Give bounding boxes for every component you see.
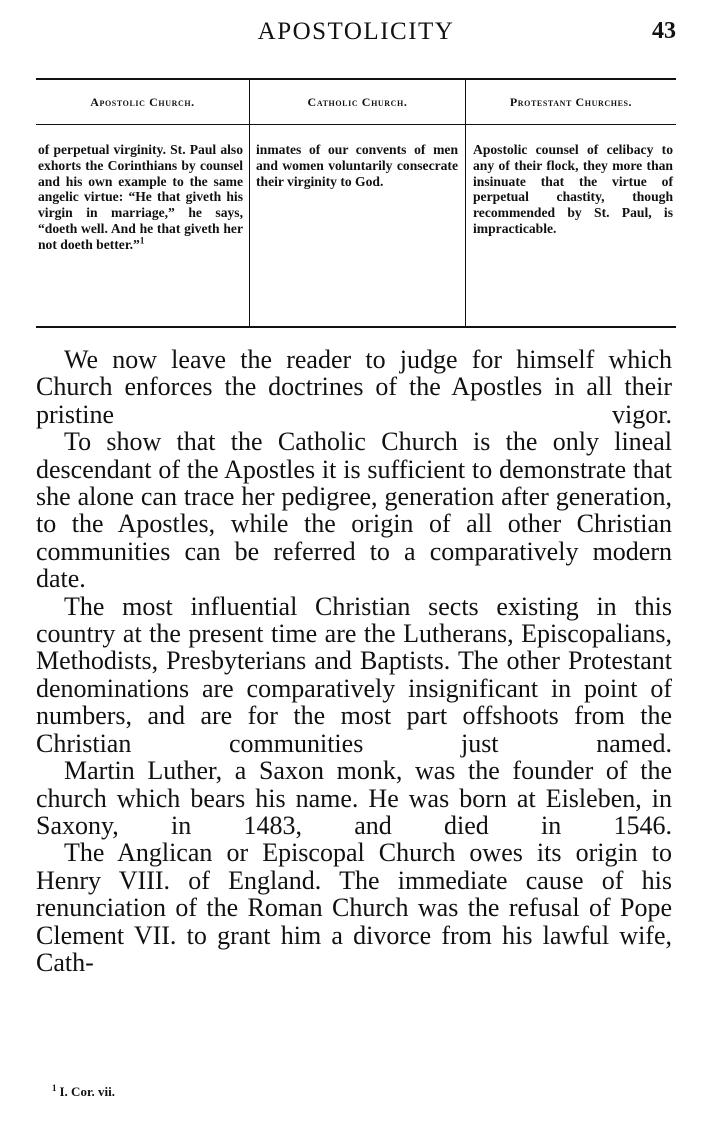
cell-apostolic-text: of perpetual virginity. St. Paul also exhorts the Corinthians by counsel and his own example to the same angelic virtue: “He that giveth his virgin in marriage,” he says, “doeth well. And he that giveth her not doeth better.”	[38, 142, 243, 252]
running-head	[36, 18, 676, 50]
footnote-text: I. Cor. vii.	[59, 1084, 115, 1099]
footnote-mark: 1	[52, 1082, 57, 1093]
table-body	[36, 142, 676, 326]
footnote	[52, 1084, 115, 1100]
column-header-protestant: Protestant Churches.	[509, 95, 633, 109]
body-text	[36, 346, 672, 976]
column-header-apostolic: Apostolic Church.	[90, 95, 195, 109]
column-header-catholic: Catholic Church.	[307, 95, 408, 109]
cell-catholic: inmates of our convents of men and women voluntarily consecrate their virginity to God.	[256, 142, 458, 189]
footnote-reference: 1	[139, 235, 145, 246]
cell-apostolic	[38, 142, 243, 253]
paragraph: We now leave the reader to judge for himself which Church enforces the doctrines of the Apostles in all their pristine vigor.	[36, 345, 672, 429]
page-number: 43	[652, 18, 676, 44]
table-header-row	[36, 80, 676, 125]
paragraph: The Anglican or Episcopal Church owes its origin to Henry VIII. of England. The immediate cause of his renunciation of the Roman Church was the refusal of Pope Clement VII. to grant him a divorce from his lawful wife, Cath-	[36, 838, 672, 977]
paragraph: The most influential Christian sects existing in this country at the present time are the Lutherans, Episcopalians, Methodists, Presbyterians and Baptists. The other Protestant denominations are comparatively insignificant in point of numbers, and are for the most part offshoots from the Christian communities just named.	[36, 591, 672, 758]
paragraph: Martin Luther, a Saxon monk, was the founder of the church which bears his name. He was born at Eisleben, in Saxony, in 1483, and died in 1546.	[36, 756, 672, 840]
paragraph: To show that the Catholic Church is the only lineal descendant of the Apostles it is sufficient to demonstrate that she alone can trace her pedigree, generation after generation, to the Apostles, while the origin of all other Christian communities can be referred to a comparatively modern date.	[36, 427, 672, 594]
cell-protestant: Apostolic counsel of celibacy to any of their flock, they more than insinuate that the virtue of perpetual chastity, though recommended by St. Paul, is impracticable.	[473, 142, 673, 236]
comparison-table	[36, 78, 676, 328]
running-title: APOSTOLICITY	[257, 18, 455, 45]
